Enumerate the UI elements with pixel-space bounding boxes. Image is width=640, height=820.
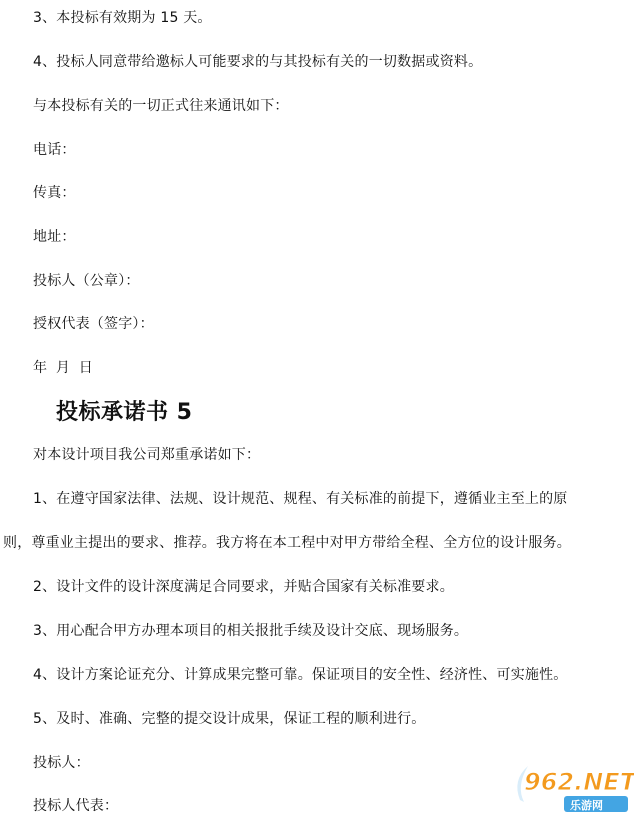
bidder-label: 投标人： [33,755,90,771]
commitment-5: 5、及时、准确、完整的提交设计成果，保证工程的顺利进行。 [33,711,426,727]
commitment-4: 4、设计方案论证充分、计算成果完整可靠。保证项目的安全性、经济性、可实施性。 [33,667,568,683]
contact-intro: 与本投标有关的一切正式往来通讯如下： [33,98,289,114]
section-heading: 投标承诺书 5 [56,400,193,425]
commitment-3: 3、用心配合甲方办理本项目的相关报批手续及设计交底、现场服务。 [33,623,469,639]
bidder-rep-label: 投标人代表： [33,798,119,814]
clause-4-data-consent: 4、投标人同意带给邀标人可能要求的与其投标有关的一切数据或资料。 [33,54,483,70]
commitment-intro: 对本设计项目我公司郑重承诺如下： [33,447,261,463]
site-watermark-logo [506,756,634,816]
bidder-seal-label: 投标人（公章）： [33,273,140,289]
watermark-sub-text: 乐游网 [570,799,603,812]
authorized-rep-label: 授权代表（签字）： [33,316,154,332]
phone-label: 电话： [33,142,76,158]
watermark-logo-text: 962.NET [524,768,634,796]
date-label: 年 月 日 [33,360,93,376]
commitment-2: 2、设计文件的设计深度满足合同要求，并贴合国家有关标准要求。 [33,579,454,595]
commitment-1-line-2: 则，尊重业主提出的要求、推荐。我方将在本工程中对甲方带给全程、全方位的设计服务。 [3,535,571,551]
fax-label: 传真： [33,185,76,201]
commitment-1-line-1: 1、在遵守国家法律、法规、设计规范、规程、有关标准的前提下，遵循业主至上的原 [33,491,568,507]
watermark-graphic [506,756,634,816]
clause-3-validity: 3、本投标有效期为 15 天。 [33,10,212,26]
address-label: 地址： [33,229,76,245]
